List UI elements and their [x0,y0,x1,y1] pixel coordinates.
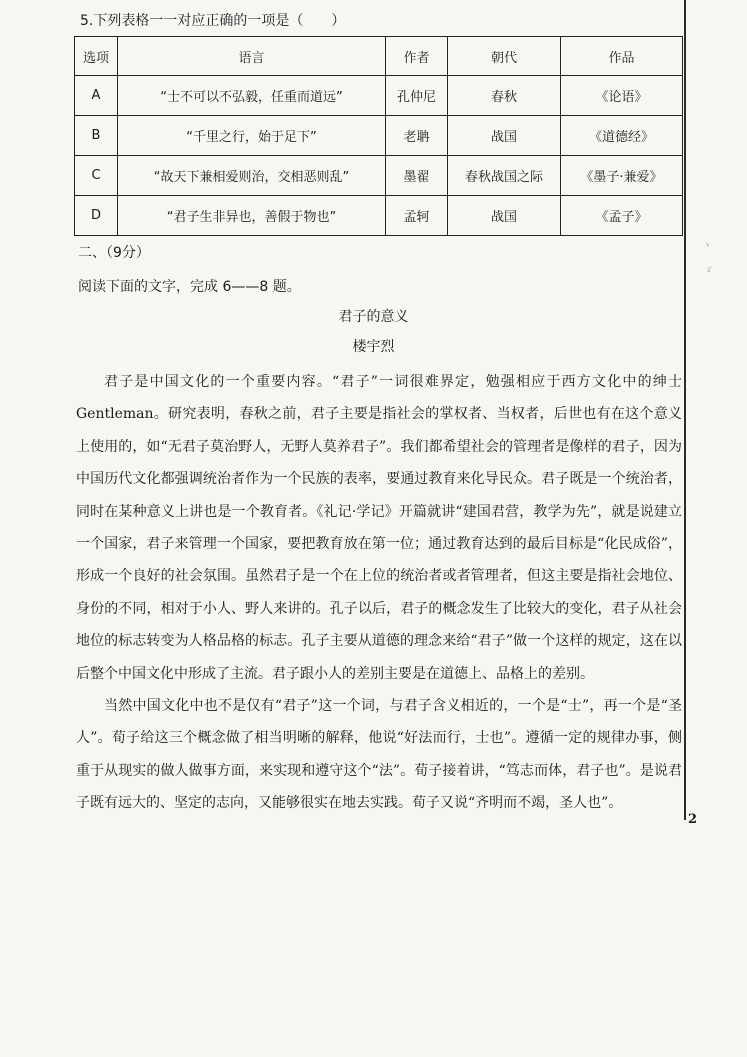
section-instruction: 阅读下面的文字，完成 6——8 题。 [78,279,301,295]
article-paragraph: 当然中国文化中也不是仅有“君子”这一个词，与君子含义相近的，一个是“士”，再一个是“圣人”。荀子给这三个概念做了相当明晰的解释，他说“好法而行，士也”。遵循一定的规律办事，侧重于从现实的做人做事方面，来实现和遵守这个“法”。荀子接着讲，“笃志而体，君子也”。是说君子既有远大的、坚定的志向，又能够很实在地去实践。荀子又说“齐明而不竭，圣人也”。 [76,698,682,812]
work-cell: 《墨子·兼爱》 [561,156,683,196]
article-body [76,366,682,820]
dynasty-cell: 战国 [448,196,561,236]
work-cell: 《论语》 [561,76,683,116]
dynasty-cell: 战国 [448,116,561,156]
article-paragraph: 君子是中国文化的一个重要内容。“君子”一词很难界定，勉强相应于西方文化中的绅士Gentleman。研究表明，春秋之前，君子主要是指社会的掌权者、当权者，后世也有在这个意义上使用的，如“无君子莫治野人，无野人莫养君子”。我们都希望社会的管理者是像样的君子，因为中国历代文化都强调统治者作为一个民族的表率，要通过教育来化导民众。君子既是一个统治者，同时在某种意义上讲也是一个教育者。《礼记·学记》开篇就讲“建国君营，教学为先”，就是说建立一个国家，君子来管理一个国家，要把教育放在第一位；通过教育达到的最后目标是“化民成俗”，形成一个良好的社会氛围。虽然君子是一个在上位的统治者或者管理者，但这主要是指社会地位、身份的不同，相对于小人、野人来讲的。孔子以后，君子的概念发生了比较大的变化，君子从社会地位的标志转变为人格品格的标志。孔子主要从道德的理念来给“君子”做一个这样的规定，这在以后整个中国文化中形成了主流。君子跟小人的差别主要是在道德上、品格上的差别。 [76,374,682,682]
option-cell: D [75,196,118,236]
right-margin-rule [684,0,686,820]
work-cell: 《孟子》 [561,196,683,236]
quote-cell: “千里之行，始于足下” [118,116,386,156]
author-cell: 孔仲尼 [386,76,448,116]
answer-table [74,36,683,236]
section-heading: 二、（9分） [78,245,150,261]
question-5-stem: 5.下列表格一一对应正确的一项是（ ） [80,13,346,29]
table-header-row [75,37,683,76]
option-cell: A [75,76,118,116]
page-number: 2 [688,812,698,827]
table-row [75,116,683,156]
table-row [75,196,683,236]
header-work: 作品 [561,37,683,76]
margin-speck: ゞ [703,266,713,277]
work-cell: 《道德经》 [561,116,683,156]
option-cell: B [75,116,118,156]
dynasty-cell: 春秋战国之际 [448,156,561,196]
article-title: 君子的意义 [338,309,409,325]
article-author: 楼宇烈 [352,339,395,355]
header-quote: 语言 [118,37,386,76]
quote-cell: “君子生非异也，善假于物也” [118,196,386,236]
header-author: 作者 [386,37,448,76]
margin-speck: ゝ [702,240,712,251]
author-cell: 孟轲 [386,196,448,236]
header-option: 选项 [75,37,118,76]
author-cell: 墨翟 [386,156,448,196]
option-cell: C [75,156,118,196]
author-cell: 老聃 [386,116,448,156]
quote-cell: “士不可以不弘毅，任重而道远” [118,76,386,116]
table-row [75,76,683,116]
header-dynasty: 朝代 [448,37,561,76]
quote-cell: “故天下兼相爱则治，交相恶则乱” [118,156,386,196]
dynasty-cell: 春秋 [448,76,561,116]
table-row [75,156,683,196]
